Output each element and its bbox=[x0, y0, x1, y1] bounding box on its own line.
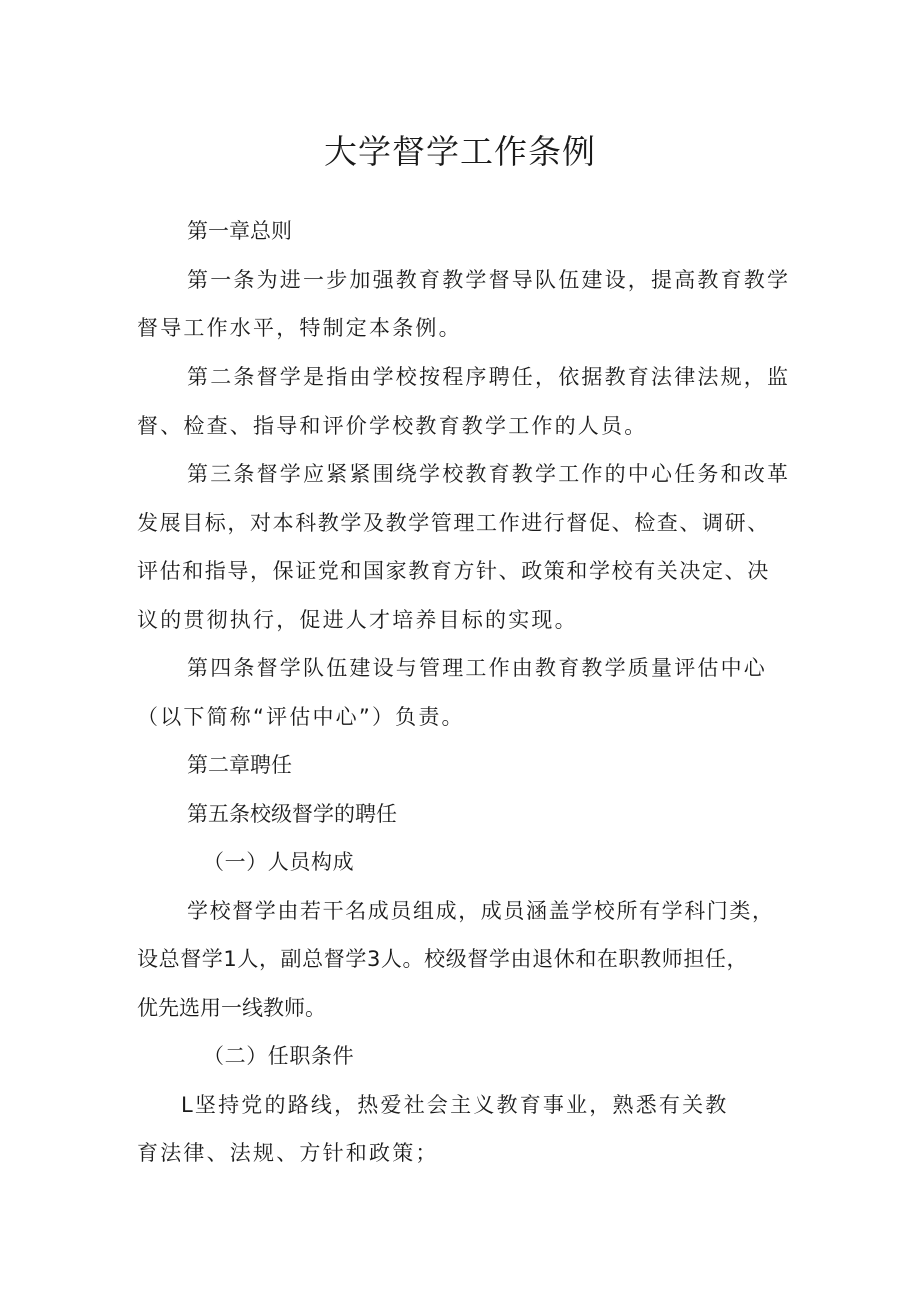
article-line: 评估和指导，保证党和国家教育方针、政策和学校有关决定、决 bbox=[137, 559, 770, 583]
document-title: 大学督学工作条例 bbox=[324, 132, 596, 171]
article-line: 督导工作水平，特制定本条例。 bbox=[137, 316, 462, 340]
article-line: 第三条督学应紧紧围绕学校教育教学工作的中心任务和改革 bbox=[187, 462, 791, 486]
article-line: 第一条为进一步加强教育教学督导队伍建设，提高教育教学 bbox=[187, 268, 791, 292]
article-line: 发展目标，对本科教学及教学管理工作进行督促、检查、调研、 bbox=[137, 511, 770, 535]
chapter-heading: 第一章总则 bbox=[187, 219, 292, 243]
article-line: 第二条督学是指由学校按程序聘任，依据教育法律法规，监 bbox=[187, 365, 791, 389]
article-line: 优先选用一线教师。 bbox=[137, 996, 326, 1020]
article-line: 育法律、法规、方针和政策； bbox=[137, 1141, 439, 1165]
article-line: L坚持党的路线，热爱社会主义教育事业，熟悉有关教 bbox=[181, 1093, 729, 1117]
article-line: 议的贯彻执行，促进人才培养目标的实现。 bbox=[137, 608, 578, 632]
section-heading: （二）任职条件 bbox=[203, 1044, 355, 1068]
article-line: （以下简称“评估中心”）负责。 bbox=[137, 705, 465, 729]
chapter-heading: 第二章聘任 bbox=[187, 753, 292, 777]
article-line: 第五条校级督学的聘任 bbox=[187, 802, 397, 826]
section-heading: （一）人员构成 bbox=[203, 850, 355, 874]
article-line: 设总督学1人，副总督学3人。校级督学由退休和在职教师担任， bbox=[137, 947, 749, 971]
article-line: 督、检查、指导和评价学校教育教学工作的人员。 bbox=[137, 414, 648, 438]
article-line: 学校督学由若干名成员组成，成员涵盖学校所有学科门类， bbox=[187, 899, 775, 923]
article-line: 第四条督学队伍建设与管理工作由教育教学质量评估中心 bbox=[187, 656, 767, 680]
